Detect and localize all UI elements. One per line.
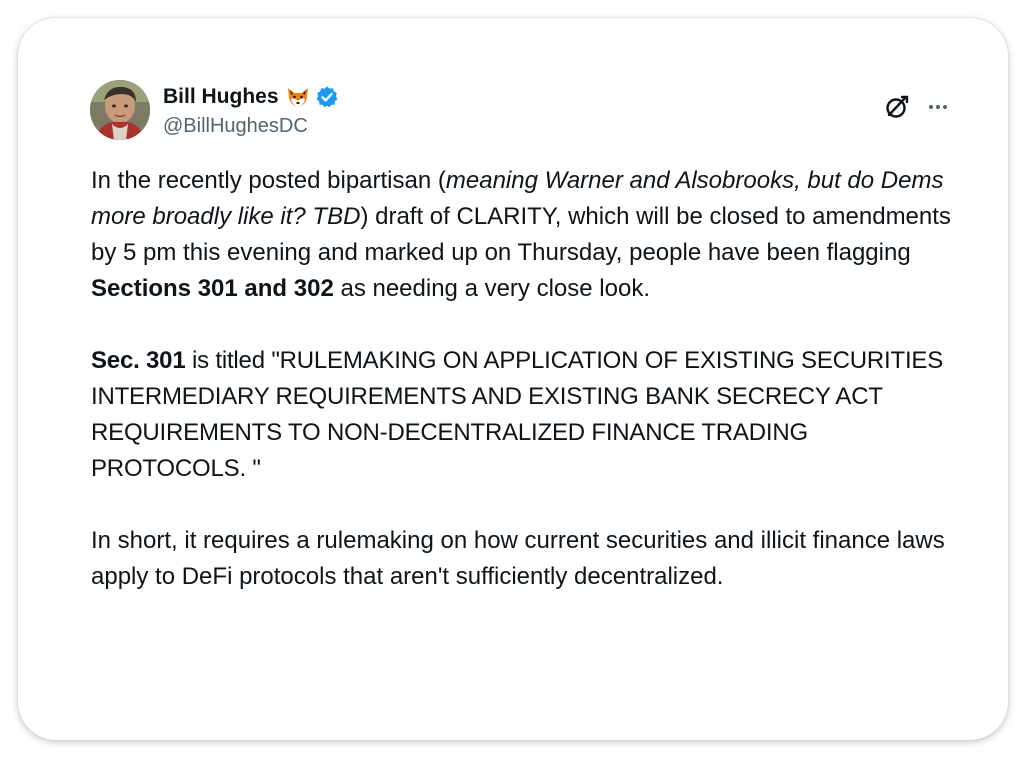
p3-text: In short, it requires a rulemaking on how current securities and illicit finance laws apply to DeFi protocols that aren't sufficiently decentralized. xyxy=(91,527,945,590)
author-handle[interactable]: @BillHughesDC xyxy=(163,115,308,137)
display-name-row xyxy=(163,82,339,112)
grok-icon[interactable] xyxy=(884,94,910,120)
fox-face-emoji-icon xyxy=(285,84,311,110)
avatar-photo xyxy=(90,80,150,140)
tweet-card xyxy=(18,18,1008,740)
tweet-paragraph-3 xyxy=(91,523,951,595)
p1-text-c: as needing a very close look. xyxy=(333,275,650,302)
p1-text-a: In the recently posted bipartisan ( xyxy=(91,167,446,194)
display-name[interactable]: Bill Hughes xyxy=(163,85,279,108)
verified-badge-icon[interactable] xyxy=(315,85,339,109)
tweet-header xyxy=(90,80,950,142)
avatar[interactable] xyxy=(90,80,150,140)
tweet-paragraph-2 xyxy=(91,343,951,487)
tweet-paragraph-1 xyxy=(91,163,951,307)
p1-bold-sections: Sections 301 and 302 xyxy=(91,275,334,302)
tweet-text xyxy=(91,163,951,595)
p2-text: is titled "RULEMAKING ON APPLICATION OF EXISTING SECURITIES INTERMEDIARY REQUIREMENTS AND EXISTING BANK SECRECY ACT REQUIREMENTS TO NON-DECENTRALIZED FINANCE TRADING PROTOCOLS. " xyxy=(91,347,944,482)
p2-bold-sec301: Sec. 301 xyxy=(91,347,186,374)
p1-text-b: ) draft of CLARITY, which will be closed to amendments by 5 pm this evening and marked up on Thursday, people have been flagging xyxy=(91,203,951,266)
author-names xyxy=(163,82,339,139)
more-options-icon[interactable] xyxy=(926,95,950,119)
tweet-actions xyxy=(884,94,950,120)
p1-italic-aside: meaning Warner and Alsobrooks, but do Dems more broadly like it? TBD xyxy=(91,167,944,230)
